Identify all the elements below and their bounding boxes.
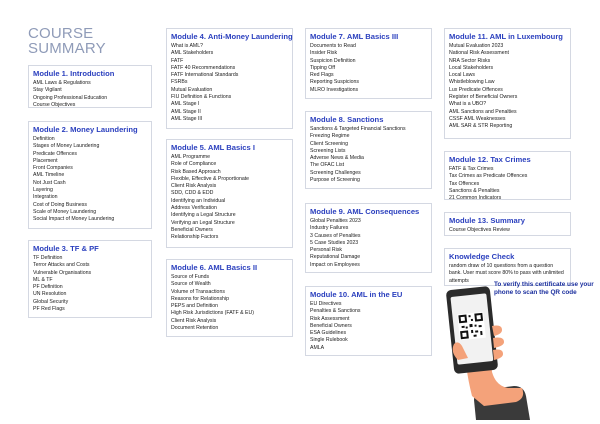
module-card-12	[444, 151, 571, 200]
module-topic: Cost of Doing Business	[33, 201, 87, 208]
module-topic: FATF & Tax Crimes	[449, 166, 494, 172]
course-summary-title-line-1: COURSE	[28, 25, 94, 42]
module-title: Module 2. Money Laundering	[33, 125, 138, 134]
module-topic: AML Sanctions and Penalties	[449, 108, 517, 115]
module-topic: Reasons for Relationship	[171, 295, 229, 302]
module-topic: Red Flags	[310, 72, 334, 79]
module-topic: AML Stage III	[171, 115, 203, 122]
module-card-4	[166, 28, 293, 129]
module-card-1	[28, 65, 152, 108]
module-topic-list	[449, 43, 566, 131]
module-topic: Course Objectives	[33, 101, 76, 108]
module-topic: Not Just Cash	[33, 179, 66, 186]
module-topic-list	[33, 80, 147, 109]
module-topic: AML Stage I	[171, 101, 200, 108]
module-card-6	[166, 259, 293, 337]
module-topic: Suspicion Definition	[310, 57, 356, 64]
module-topic: FATF International Standards	[171, 72, 239, 79]
module-topic: Course Objectives Review	[449, 227, 510, 233]
module-title: Module 3. TF & PF	[33, 244, 99, 253]
module-card-7	[305, 28, 432, 99]
module-topic: Scale of Money Laundering	[33, 208, 97, 215]
module-topic: Tipping Off	[310, 64, 336, 71]
module-topic: Volume of Transactions	[171, 288, 225, 295]
module-title: Module 1. Introduction	[33, 69, 115, 78]
module-topic: 5 Case Studies 2023	[310, 239, 359, 246]
module-title: Module 4. Anti-Money Laundering	[171, 32, 293, 41]
module-topic: Role of Compliance	[171, 161, 217, 168]
module-topic: Ongoing Professional Education	[33, 94, 108, 101]
module-card-10	[305, 286, 432, 356]
module-topic: Definition	[33, 136, 55, 142]
module-topic: MLRO Investigations	[310, 86, 359, 93]
module-topic: Sanctions & Penalties	[449, 187, 500, 194]
module-topic: Risk Based Approach	[171, 168, 221, 175]
module-topic: Impact on Employees	[310, 261, 360, 268]
module-topic: FSRBs	[171, 79, 188, 86]
module-topic: 21 Common Indicators	[449, 195, 502, 202]
module-title: Module 11. AML in Luxembourg	[449, 32, 563, 41]
knowledge-check-text: random draw of 10 questions from a question bank. User must score 80% to pass with unlimited attempts	[449, 263, 564, 284]
module-topic: Client Risk Analysis	[171, 317, 217, 324]
module-topic: Screening Challenges	[310, 169, 361, 176]
module-topic-list	[310, 218, 427, 269]
module-topic: Identifying an Individual	[171, 197, 226, 204]
module-topic: Single Rulebook	[310, 337, 348, 344]
module-topic-list	[310, 126, 427, 184]
module-topic: Document Retention	[171, 325, 219, 332]
module-title: Module 12. Tax Crimes	[449, 155, 531, 164]
module-card-9	[305, 203, 432, 273]
module-card-5	[166, 139, 293, 248]
module-topic: FATF 40 Recommendations	[171, 64, 236, 71]
knowledge-check-title: Knowledge Check	[449, 252, 515, 261]
verify-certificate-text: To verify this certificate use your phone to scan the QR code	[494, 281, 594, 296]
module-topic: What is a UBO?	[449, 101, 487, 108]
module-topic: What is AML?	[171, 43, 204, 49]
qr-code-icon	[457, 312, 486, 341]
module-topic: Local Laws	[449, 72, 475, 79]
module-topic: Reputational Damage	[310, 254, 361, 261]
module-topic: Integration	[33, 194, 58, 201]
module-topic: Address Verification	[171, 205, 217, 212]
module-topic: Stages of Money Laundering	[33, 143, 100, 150]
module-topic: Personal Risk	[310, 247, 343, 254]
module-topic: AML SAR & STR Reporting	[449, 123, 513, 130]
module-topic: Identifying a Legal Structure	[171, 212, 236, 219]
module-topic: The OFAC List	[310, 162, 345, 169]
module-topic: UN Resolution	[33, 291, 67, 298]
module-topic: AMLA	[310, 344, 325, 351]
module-title: Module 13. Summary	[449, 216, 525, 225]
module-topic: ESA Guidelines	[310, 330, 347, 337]
module-topic-list	[310, 301, 427, 352]
module-topic: Global Security	[33, 298, 69, 305]
module-topic-list	[449, 166, 566, 202]
module-topic: Mutual Evaluation 2023	[449, 43, 504, 49]
module-topic-list	[33, 255, 147, 313]
module-topic: Tax Offences	[449, 180, 480, 187]
module-topic: Insider Risk	[310, 50, 338, 57]
module-topic-list	[171, 274, 288, 332]
module-card-8	[305, 111, 432, 189]
module-topic: PF Red Flags	[33, 306, 65, 313]
module-topic: Flexible, Effective & Proportionate	[171, 175, 250, 182]
module-topic: AML Timeline	[33, 172, 65, 179]
module-topic: Beneficial Owners	[310, 322, 352, 329]
course-summary-title-line-2: SUMMARY	[28, 40, 106, 57]
module-topic: Beneficial Owners	[171, 226, 213, 233]
module-topic: High Risk Jurisdictions (FATF & EU)	[171, 310, 254, 317]
module-topic: Industry Failures	[310, 225, 349, 232]
module-topic: Sanctions & Targeted Financial Sanctions	[310, 126, 406, 132]
module-card-11	[444, 28, 571, 139]
course-summary-title	[28, 26, 106, 56]
module-topic: FIU Definition & Functions	[171, 94, 232, 101]
module-topic: TF Definition	[33, 255, 63, 261]
module-topic: Predicate Offences	[33, 150, 78, 157]
module-topic: PF Definition	[33, 284, 63, 291]
module-title: Module 8. Sanctions	[310, 115, 384, 124]
module-topic: Penalties & Sanctions	[310, 308, 361, 315]
module-topic: AML Stakeholders	[171, 50, 214, 57]
module-topic: 3 Causes of Penalties	[310, 232, 361, 239]
module-title: Module 6. AML Basics II	[171, 263, 258, 272]
module-topic: Mutual Evaluation	[171, 86, 213, 93]
module-topic: SDD, CDD & EDD	[171, 190, 214, 197]
module-topic: Purpose of Screening	[310, 177, 360, 184]
module-topic: PEPS and Definition	[171, 303, 219, 310]
module-topic: Adverse News & Media	[310, 155, 364, 162]
module-card-2	[28, 121, 152, 229]
module-topic: Verifying an Legal Structure	[171, 219, 235, 226]
module-topic: Tax Crimes as Predicate Offences	[449, 173, 528, 180]
module-topic: Lux Predicate Offences	[449, 86, 503, 93]
module-topic: CSSF AML Weaknesses	[449, 115, 506, 122]
module-card-13	[444, 212, 571, 236]
module-title: Module 7. AML Basics III	[310, 32, 399, 41]
module-topic: Whistleblowing Law	[449, 79, 495, 86]
module-topic-list	[310, 43, 427, 94]
module-topic: AML Programme	[171, 154, 211, 160]
module-topic: Source of Wealth	[171, 281, 211, 288]
module-topic: Layering	[33, 187, 53, 194]
module-topic: AML Stage II	[171, 108, 201, 115]
module-topic: Relationship Factors	[171, 234, 219, 241]
module-topic: Freezing Regime	[310, 133, 350, 140]
module-card-3	[28, 240, 152, 318]
module-title: Module 5. AML Basics I	[171, 143, 255, 152]
module-topic: NRA Sector Risks	[449, 57, 491, 64]
module-topic: Front Companies	[33, 165, 73, 172]
module-topic-list	[449, 227, 566, 234]
module-topic: EU Directives	[310, 301, 342, 307]
module-topic: Register of Beneficial Owners	[449, 94, 518, 101]
module-topic: National Risk Assessment	[449, 50, 509, 57]
module-topic: Source of Funds	[171, 274, 210, 280]
module-topic: Documents to Read	[310, 43, 356, 49]
module-topic: ML & TF	[33, 276, 53, 283]
module-topic: Terror Attacks and Costs	[33, 262, 90, 269]
module-topic: AML Laws & Regulations	[33, 80, 91, 86]
module-topic: FATF	[171, 57, 184, 64]
module-topic: Risk Assessment	[310, 315, 350, 322]
module-topic: Screening Lists	[310, 147, 346, 154]
module-topic: Stay Vigilant	[33, 87, 62, 94]
module-topic-list	[33, 136, 147, 224]
module-topic: Placement	[33, 157, 58, 164]
module-topic: Client Screening	[310, 140, 349, 147]
module-topic: Global Penalties 2023	[310, 218, 361, 224]
module-topic-list	[171, 43, 288, 123]
module-topic-list	[171, 154, 288, 242]
module-topic: Social Impact of Money Laundering	[33, 216, 115, 223]
module-topic: Reporting Suspicions	[310, 79, 360, 86]
module-topic: Vulnerable Organisations	[33, 269, 92, 276]
module-title: Module 10. AML in the EU	[310, 290, 403, 299]
module-topic: Client Risk Analysis	[171, 183, 217, 190]
module-title: Module 9. AML Consequences	[310, 207, 420, 216]
module-topic: Local Stakeholders	[449, 64, 494, 71]
